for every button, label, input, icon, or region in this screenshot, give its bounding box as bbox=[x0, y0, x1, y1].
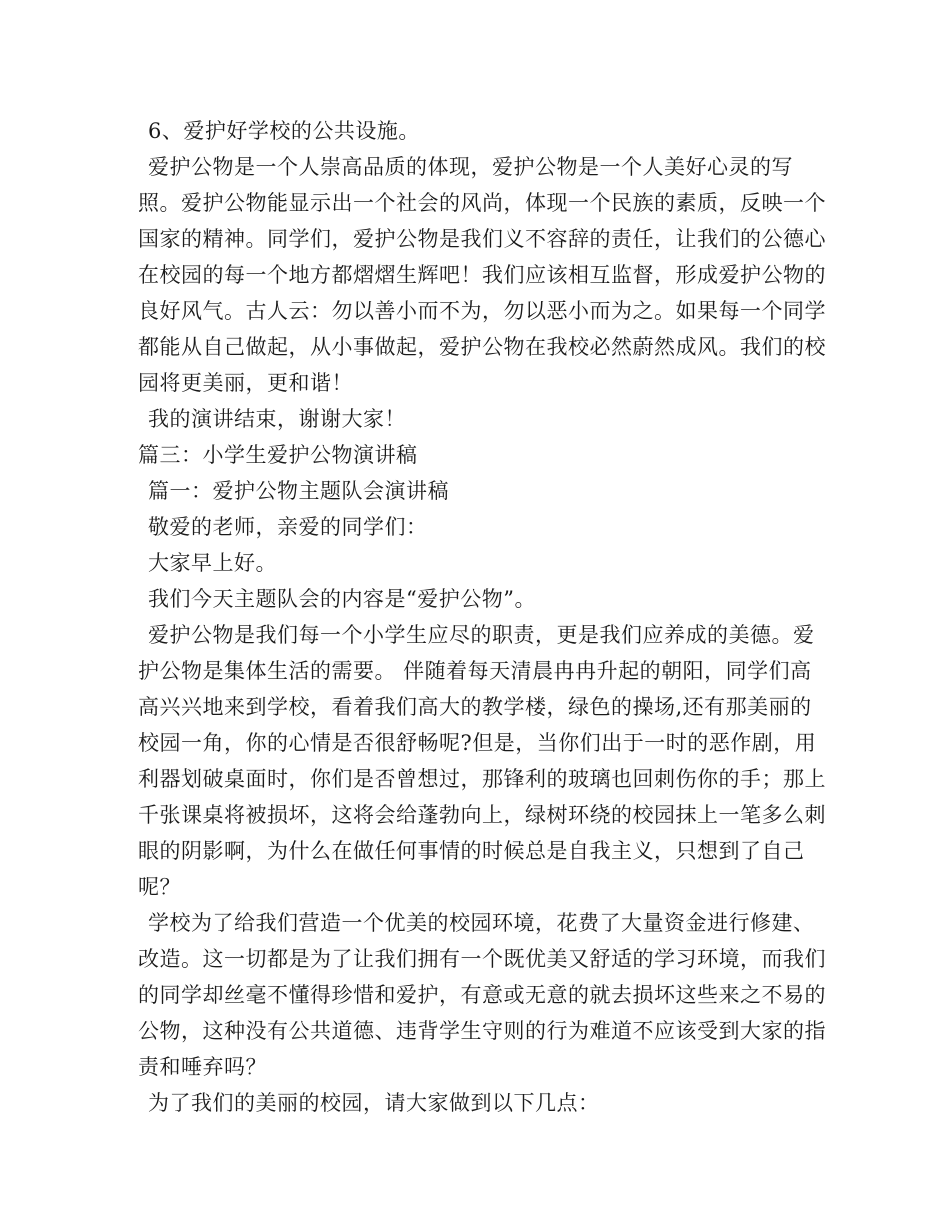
paragraph-salutation: 敬爱的老师，亲爱的同学们： bbox=[148, 515, 428, 539]
paragraph-care-public-property: 爱护公物是一个人崇高品质的体现，爱护公物是一个人美好心灵的写照。爱护公物能显示出一个社会的风尚，体现一个民族的素质，反映一个国家的精神。同学们，爱护公物是我们义不容辞的责任，让我们的公德心在校园的每一个地方都熠熠生辉吧！我们应该相互监督，形成爱护公物的良好风气。古人云：勿以善小而不为，勿以恶小而为之。如果每一个同学都能从自己做起，从小事做起，爱护公物在我校必然蔚然成风。我们的校园将更美丽，更和谐！ bbox=[138, 155, 826, 395]
paragraph-topic: 我们今天主题队会的内容是“爱护公物”。 bbox=[148, 587, 536, 611]
paragraph-duty: 爱护公物是我们每一个小学生应尽的职责，更是我们应养成的美德。爱护公物是集体生活的需要。 伴随着每天清晨冉冉升起的朝阳，同学们高高兴兴地来到学校，看着我们高大的教学楼，绿色的操场,还有那美丽的校园一角，你的心情是否很舒畅呢?但是，当你们出于一时的恶作剧，用利器划破桌面时，你们是否曾想过，那锋利的玻璃也回刺伤你的手；那上千张课桌将被损坏，这将会给蓬勃向上，绿树环绕的校园抹上一笔多么刺眼的阴影啊，为什么在做任何事情的时候总是自我主义，只想到了自己呢？ bbox=[138, 623, 826, 899]
document-body bbox=[138, 113, 828, 1121]
paragraph-school-environment: 学校为了给我们营造一个优美的校园环境，花费了大量资金进行修建、改造。这一切都是为了让我们拥有一个既优美又舒适的学习环境，而我们的同学却丝毫不懂得珍惜和爱护，有意或无意的就去损坏这些来之不易的公物，这种没有公共道德、违背学生守则的行为难道不应该受到大家的指责和唾弃吗？ bbox=[138, 911, 826, 1079]
paragraph-item-6: 6、爱护好学校的公共设施。 bbox=[148, 119, 420, 143]
section-heading-chapter-one: 篇一：爱护公物主题队会演讲稿 bbox=[148, 479, 449, 503]
paragraph-speech-end: 我的演讲结束，谢谢大家！ bbox=[148, 407, 406, 431]
paragraph-greeting: 大家早上好。 bbox=[148, 551, 277, 575]
section-heading-chapter-three: 篇三：小学生爱护公物演讲稿 bbox=[138, 443, 418, 467]
paragraph-following-points: 为了我们的美丽的校园，请大家做到以下几点： bbox=[148, 1091, 600, 1115]
